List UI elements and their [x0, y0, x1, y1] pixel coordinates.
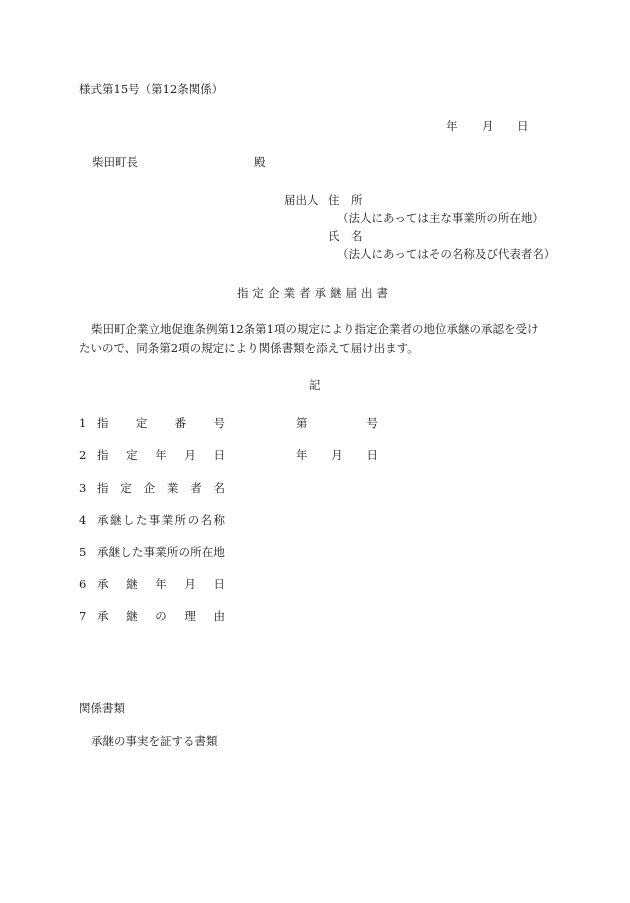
item-label: 指 定 番 号 — [97, 416, 225, 430]
address-label: 住 所 — [328, 193, 363, 207]
item-label: 承 継 し た 事 業 所 の 名 称 — [97, 513, 225, 527]
body-line-1: 柴田町企業立地促進条例第12条第1項の規定により指定企業者の地位承継の承認を受け — [91, 322, 539, 336]
item-value: 第 号 — [296, 416, 378, 430]
ki-heading: 記 — [309, 378, 321, 392]
addressee-name: 柴田町長 — [92, 155, 138, 169]
attachments-heading: 関係書類 — [79, 701, 125, 715]
item-label: 承 継 年 月 日 — [97, 577, 225, 591]
name-label: 氏 名 — [328, 229, 363, 243]
item-value: 年 月 日 — [296, 448, 378, 462]
addressee-honorific: 殿 — [254, 155, 266, 169]
name-note: （法人にあってはその名称及び代表者名） — [337, 247, 556, 261]
address-note: （法人にあっては主な事業所の所在地） — [337, 211, 544, 225]
document-title: 指定企業者承継届出書 — [237, 286, 392, 300]
item-number: 3 — [79, 481, 87, 495]
item-number: 4 — [79, 513, 87, 527]
body-line-2: たいので、同条第2項の規定により関係書類を添えて届け出ます。 — [79, 341, 419, 355]
date-day-label: 日 — [517, 119, 529, 133]
form-number: 様式第15号（第12条関係） — [79, 82, 224, 96]
date-month-label: 月 — [482, 119, 494, 133]
item-label: 承 継 の 理 由 — [97, 609, 225, 623]
item-label: 承 継 し た 事 業 所 の 所 在 地 — [97, 545, 225, 559]
item-label: 指 定 企 業 者 名 — [97, 481, 225, 495]
item-number: 6 — [79, 577, 87, 591]
item-number: 5 — [79, 545, 87, 559]
item-number: 7 — [79, 609, 87, 623]
item-number: 2 — [79, 448, 87, 462]
date-year-label: 年 — [446, 119, 458, 133]
attachments-item: 承継の事実を証する書類 — [91, 734, 218, 748]
applicant-label: 届出人 — [284, 193, 319, 207]
item-number: 1 — [79, 416, 87, 430]
item-label: 指 定 年 月 日 — [97, 448, 225, 462]
